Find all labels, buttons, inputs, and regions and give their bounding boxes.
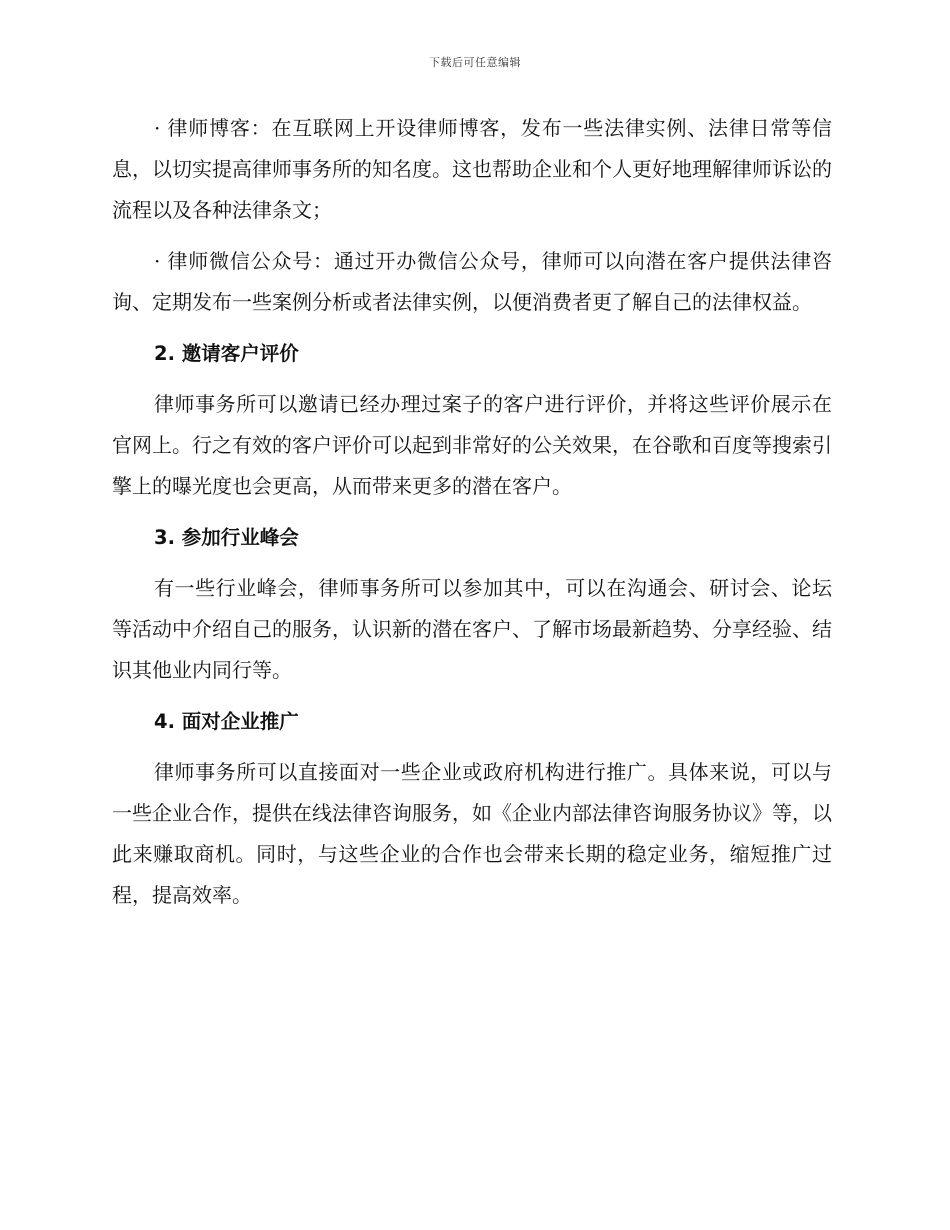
paragraph-industry-summit: 有一些行业峰会，律师事务所可以参加其中，可以在沟通会、研讨会、论坛等活动中介绍自己的服务，认识新的潜在客户、了解市场最新趋势、分享经验、结识其他业内同行等。	[112, 576, 832, 682]
paragraph-wechat-account: · 律师微信公众号：通过开办微信公众号，律师可以向潜在客户提供法律咨询、定期发布一些案例分析或者法律实例，以便消费者更了解自己的法律权益。	[112, 249, 832, 314]
paragraph-client-reviews: 律师事务所可以邀请已经办理过案子的客户进行评价，并将这些评价展示在官网上。行之有效的客户评价可以起到非常好的公关效果，在谷歌和百度等搜索引擎上的曝光度也会更高，从而带来更多的潜在客户。	[112, 392, 832, 498]
section-heading-client-reviews: 2. 邀请客户评价	[154, 342, 299, 365]
page-header: 下载后可任意编辑	[429, 56, 521, 69]
section-heading-industry-summit: 3. 参加行业峰会	[154, 526, 299, 549]
section-heading-enterprise-promotion: 4. 面对企业推广	[154, 710, 299, 733]
paragraph-lawyer-blog: · 律师博客：在互联网上开设律师博客，发布一些法律实例、法律日常等信息，以切实提高律师事务所的知名度。这也帮助企业和个人更好地理解律师诉讼的流程以及各种法律条文；	[112, 116, 832, 222]
paragraph-enterprise-promotion: 律师事务所可以直接面对一些企业或政府机构进行推广。具体来说，可以与一些企业合作，提供在线法律咨询服务，如《企业内部法律咨询服务协议》等，以此来赚取商机。同时，与这些企业的合作也会带来长期的稳定业务，缩短推广过程，提高效率。	[112, 760, 832, 907]
document-body	[112, 108, 832, 926]
